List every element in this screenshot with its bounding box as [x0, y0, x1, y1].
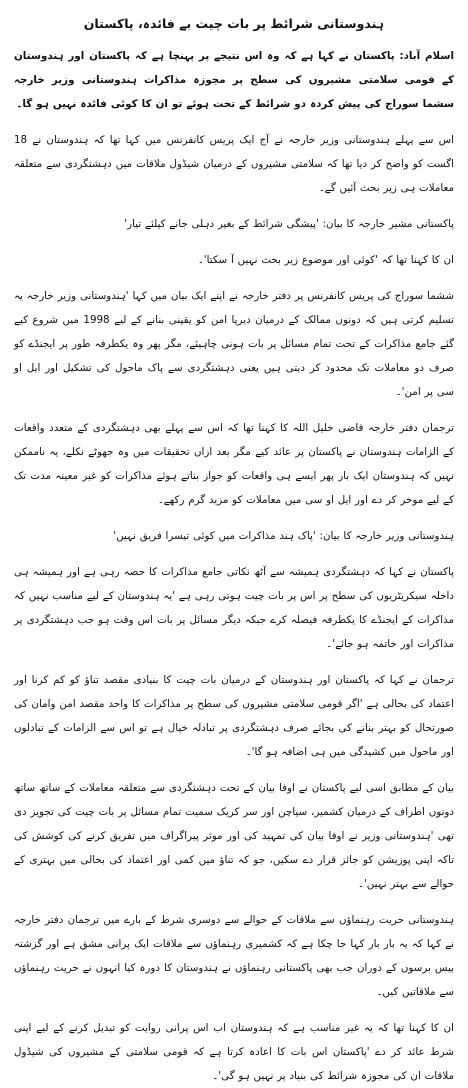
article-subheading-2: ہندوستانی وزیر خارجہ کا بیان: 'پاک ہند مذاکرات میں کوئی تیسرا فریق نہیں': [113, 530, 454, 542]
article-paragraph-8: بیان کے مطابق اسی لیے پاکستان نے اوفا بیان کے تحت دہشتگردی سے متعلقہ معاملات کے ساتھ ساتھ دونوں اطراف کے درمیان کشمیر، سیاچن اور سر کریک سمیت تمام مسائل پر بات چیت کی تجویز دی تھی 'ہندوستانی وزیر نے اوفا بیان کی تمہید کی اور موثر پیراگراف میں تفریق کرنے کی کوشش کی تاکہ اپنی پوزیشن کو جائز قرار دے سکیں، جو کہ تناؤ میں کمی اور اعتماد کی بحالی میں بہتری کے حوالے سے بہتر نہیں'۔: [14, 782, 454, 890]
article-subheading-1: پاکستانی مشیر خارجہ کا بیان: 'پیشگی شرائط کے بغیر دہلی جانے کیلئے تیار': [124, 218, 454, 230]
article-paragraph-10: ان کا کہنا تھا کہ یہ غیر مناسب ہے کہ ہندوستان اب اس پرانی روایت کو تبدیل کرنے کے لیے اپنی شرط عائد کر دے 'پاکستان اس بات کا اعادہ کرتا ہے کہ قومی سلامتی کے مشیروں کی شیڈول ملاقات ان کی مجوزہ شرائط کی بنیاد پر نہیں ہو گی'۔: [14, 1022, 454, 1082]
article-paragraph-7: ترجمان نے کہا کہ پاکستان اور ہندوستان کے درمیان بات چیت کا بنیادی مقصد تناؤ کو کم کرنا اور اعتماد کی بحالی ہے 'اگر قومی سلامتی مشیروں کی سطح پر مذاکرات کا واحد مقصد امن وامان کی صورتحال کو بہتر بنانے کی بجائے صرف دہشتگردی پر تبادلہ خیال ہے تو اس سے الزامات کے تبادلوں اور ماحول میں کشیدگی میں ہی اضافہ ہو گا'۔: [14, 674, 454, 758]
article-paragraph-2: اس سے پہلے ہندوستانی وزیر خارجہ نے آج ایک پریس کانفرنس میں کہا تھا کہ ہندوستان نے 18 اگست کو واضح کر دیا تھا کہ سلامتی مشیروں کے درمیان شیڈول ملاقات میں دہشتگردی سے متعلقہ معاملات ہی زیر بحث آئیں گے۔: [14, 134, 454, 194]
article-paragraph-4: ششما سوراج کی پریس کانفرنس پر دفتر خارجہ نے اپنے ایک بیان میں کہا 'ہندوستانی وزیر خارجہ یہ تسلیم کرتی ہیں کہ دونوں ممالک کے درمیان دیرپا امن کو یقینی بنانے کے لیے 1998 میں شروع کیے گئے جامع مذاکرات کے تحت تمام مسائل پر بات ہونی چاہیئے، مگر پھر وہ یکطرفہ طور پر ایجنڈے کو صرف دو معاملات تک محدود کر دیتی ہیں یعنی دہشتگردی سے پاک ماحول کی تشکیل اور ایل او سی پر امن'۔: [14, 290, 454, 398]
article-paragraph-5: ترجمان دفتر خارجہ قاضی خلیل اللہ کا کہنا تھا کہ اس سے پہلے بھی دہشتگردی کے متعدد واقعات کے الزامات ہندوستان نے پاکستان پر عائد کیے مگر بعد ازاں تحقیقات میں وہ جھوٹے نکلے، یہ ناممکن نہیں کہ ہندوستان ایک بار پھر ایسے ہی واقعات کو جواز بناتے ہوئے مذاکرات کو غیر معینہ مدت تک کے لیے موخر کر دے اور ایل او سی میں معاملات کو مزید گرم رکھے۔: [14, 422, 454, 506]
article-paragraph-3: ان کا کہنا تھا کہ 'کوئی اور موضوع زیر بحث نہیں آ سکتا'۔: [197, 254, 454, 266]
article-headline: ہندوستانی شرائط پر بات چیت بے فائدہ، پاکستان: [83, 16, 384, 31]
article-paragraph-6: پاکستان نے کہا کہ دہشتگردی ہمیشہ سے آٹھ نکاتی جامع مذاکرات کا حصہ رہی ہے اور ہمیشہ ہی داخلہ سیکریٹریوں کی سطح پر اس پر بات چیت ہوتی رہی ہے 'یہ ہندوستان کے لیے مناسب نہیں کہ مذاکرات کے ایجنڈے کا یکطرفہ فیصلہ کرے جبکہ دیگر مسائل پر بات اس وقت ہو جب دہشتگردی پر مذاکرات اور خاتمہ ہو جائے'۔: [14, 566, 454, 650]
article-paragraph-1: اسلام آباد: پاکستان نے کہا ہے کہ وہ اس نتیجے پر پہنچا ہے کہ پاکستان اور ہندوستان کے قومی سلامتی مشیروں کی سطح پر مجوزہ مذاکرات ہندوستانی وزیر خارجہ سشما سوراج کی پیش کردہ دو شرائط کے تحت ہوئے تو ان کا کوئی فائدہ نہیں ہو گا۔: [14, 50, 454, 110]
article-paragraph-9: ہندوستانی حریت رہنماؤں سے ملاقات کے حوالے سے دوسری شرط کے بارے میں ترجمان دفتر خارجہ نے کہا کہ یہ بار بار کہا جا چکا ہے کہ کشمیری رہنماؤں سے ملاقات ایک پرانی مشق ہے اور گزشتہ بیس برسوں کے دوران جب بھی پاکستانی رہنماؤں نے ہندوستان کا دورہ کیا انہوں نے حریت رہنماؤں سے ملاقاتیں کیں۔: [14, 914, 454, 998]
